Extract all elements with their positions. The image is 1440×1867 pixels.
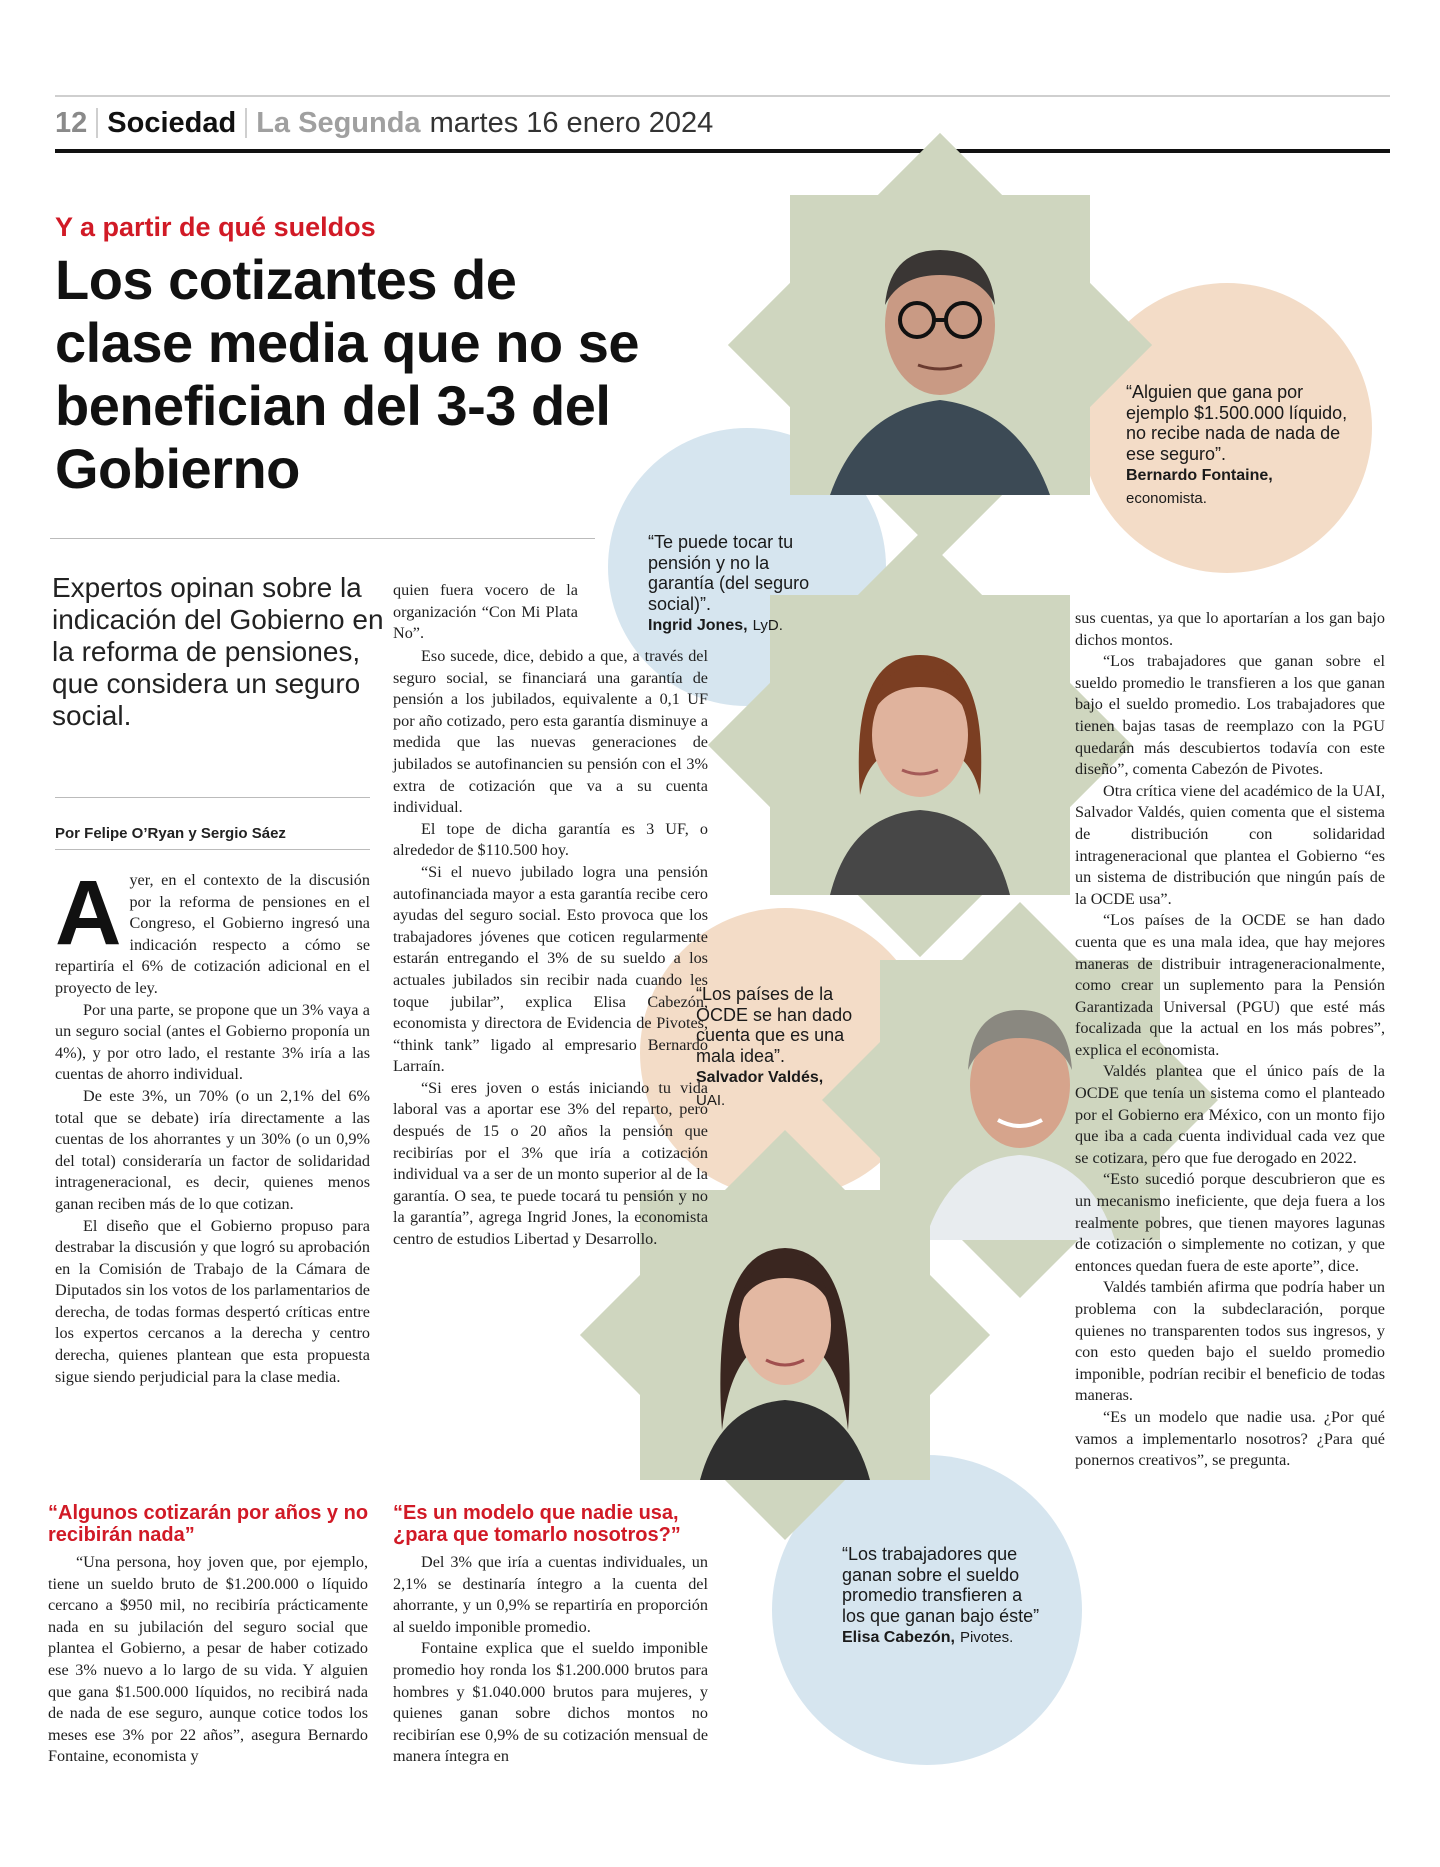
- quote-author: Ingrid Jones,: [648, 617, 748, 634]
- article-subhead: Expertos opinan sobre la indicación del Gobierno en la reforma de pensiones, que considera un seguro social.: [52, 572, 384, 731]
- page-header: [55, 100, 713, 146]
- quote-text: “Te puede tocar tu pensión y no la garantía (del seguro social)”.: [648, 532, 810, 614]
- article-byline: Por Felipe O’Ryan y Sergio Sáez: [55, 825, 286, 842]
- body-paragraph: “Una persona, hoy joven que, por ejemplo, tiene un sueldo bruto de $1.200.000 o líquido cercano a $950 mil, no recibiría prácticamente nada en su jubilación del seguro social que plantea el Gobierno, a pesar de haber cotizado ese 3% nuevo a lo largo de su vida. Y alguien que gana $1.500.000 líquidos, no recibirá nada de nada de ese seguro, aunque cotice todos los meses ese 3% por 22 años”, asegura Bernardo Fontaine, economista y: [48, 1553, 368, 1766]
- paragraph-text: yer, en el contexto de la discusión por la reforma de pensiones en el Congreso, el Gobierno ingresó una indicación respecto a cómo se repartiría el 6% de cotización adicional en el proyecto de ley.: [55, 871, 370, 997]
- headline-rule: [50, 538, 595, 539]
- portrait-jones: [770, 595, 1070, 895]
- body-column-2: [393, 646, 708, 1251]
- quote-affiliation: Pivotes.: [959, 1629, 1014, 1646]
- body-paragraph: El tope de dicha garantía es 3 UF, o alrededor de $110.500 hoy.: [393, 819, 708, 860]
- body-paragraph: “Esto sucedió porque descubrieron que es un mecanismo ineficiente, que deja fuera a los realmente pobres, que tienen mayores lagunas de cotización o simplemente no cotizan, y que entonces quedan fuera de este aporte”, dice.: [1075, 1170, 1385, 1275]
- body-paragraph: Eso sucede, dice, debido a que, a través del seguro social, se financiará una garantía de pensión a los jubilados, equivalente a 0,1 UF por año cotizado, pero esta garantía disminuye a medida que las nuevas generaciones de jubilados se autofinancien su pensión con el 3% extra de cotización que va a su cuenta individual.: [393, 647, 708, 817]
- body-paragraph: De este 3%, un 70% (o un 2,1% del 6% total que se debate) iría directamente a las cuentas de los ahorrantes y un 30% (o un 0,9% del total) consideraría un factor de solidaridad intrageneracional, es decir, quienes menos ganan reciben más de lo que cotizan.: [55, 1086, 370, 1213]
- article-kicker: Y a partir de qué sueldos: [55, 212, 376, 242]
- body-column-2-top: [393, 580, 578, 645]
- header-divider: [245, 108, 247, 138]
- body-paragraph: “Los países de la OCDE se han dado cuenta que es una mala idea, que hay mejores maneras de distribuir intrageneracionalmente, como crear un suplemento para la Pensión Garantizada Universal (PGU) que esté más focalizada que la actual en los más pobres”, explica el economista.: [1075, 911, 1385, 1059]
- quote-affiliation: LyD.: [752, 617, 783, 634]
- byline-rule-bottom: [55, 849, 370, 850]
- body-paragraph: Del 3% que iría a cuentas individuales, un 2,1% se destinaría íntegro a la cuenta del ahorrante, y un 0,9% se repartiría en proporción al sueldo imponible promedio.: [393, 1553, 708, 1636]
- body-column-1-continued: [48, 1552, 368, 1768]
- body-paragraph: quien fuera vocero de la organización “Con Mi Plata No”.: [393, 581, 578, 643]
- pull-quote-cabezon: [842, 1544, 1047, 1649]
- quote-affiliation: economista.: [1126, 489, 1207, 507]
- pull-quote-valdes: [696, 984, 871, 1111]
- pull-quote-fontaine: [1126, 382, 1351, 509]
- body-paragraph: El diseño que el Gobierno propuso para destrabar la discusión y que logró su aprobación en la Comisión de Trabajo de la Cámara de Diputados sin los votos de los parlamentarios de derecha, de todas formas despertó críticas entre los expertos cercanos a la derecha y centro derecha, quienes plantean que esta propuesta sigue siendo perjudicial para la clase media.: [55, 1216, 370, 1386]
- body-column-2-continued: [393, 1552, 708, 1768]
- body-paragraph: “Es un modelo que nadie usa. ¿Por qué vamos a implementarlo nosotros? ¿Para qué ponernos creativos”, se pregunta.: [1075, 1407, 1385, 1470]
- body-paragraph: Por una parte, se propone que un 3% vaya a un seguro social (antes el Gobierno proponía un 4%), y por otro lado, el restante 3% iría a las cuentas de ahorro individual.: [55, 1000, 370, 1084]
- header-divider: [96, 108, 98, 138]
- photo-diamond-fontaine: [728, 133, 1152, 557]
- article-headline: Los cotizantes de clase media que no se benefician del 3-3 del Gobierno: [55, 248, 639, 500]
- quote-text: “Alguien que gana por ejemplo $1.500.000 líquido, no recibe nada de nada de ese seguro”.: [1126, 382, 1348, 464]
- quote-author: Salvador Valdés,: [696, 1069, 824, 1086]
- header-top-rule: [55, 95, 1390, 97]
- body-column-1: [55, 862, 370, 1388]
- body-paragraph: “Si el nuevo jubilado logra una pensión autofinanciada mayor a esta garantía recibe cero ayudas del seguro social. Esto provoca que los trabajadores jóvenes que coticen regularmente estarán entregando el 3% de su sueldo a los actuales jubilados sin recibir nada cuando les toque jubilar”, explica Elisa Cabezón, economista y directora de Evidencia de Pivotes, “think tank” ligado al empresario Bernardo Larraín.: [393, 862, 708, 1076]
- body-paragraph: Valdés también afirma que podría haber un problema con la subdeclaración, porque quienes no transparenten todos sus ingresos, y con esto queden bajo el sueldo promedio imponible, podrían recibir el beneficio de todas maneras.: [1075, 1278, 1385, 1405]
- header-bottom-rule: [55, 149, 1390, 153]
- page-number: 12: [55, 106, 88, 139]
- body-paragraph: sus cuentas, ya que lo aportarían a los gan bajo dichos montos.: [1075, 609, 1385, 649]
- section-name: Sociedad: [107, 106, 237, 139]
- body-paragraph: “Los trabajadores que ganan sobre el sueldo promedio le transfieren a los que ganan bajo el sueldo promedio. Los trabajadores que tienen bajas tasas de reemplazo con la PGU quedarán más descubiertos todavía con este diseño”, comenta Cabezón de Pivotes.: [1075, 652, 1385, 779]
- byline-rule-top: [55, 797, 370, 798]
- body-paragraph: Fontaine explica que el sueldo imponible promedio hoy ronda los $1.200.000 brutos para hombres y $1.040.000 brutos para mujeres, y quienes ganan sobre dichos montos no recibirían ese 0,9% de su cotización mensual de manera íntegra en: [393, 1639, 708, 1766]
- publication-name: La Segunda: [256, 106, 421, 139]
- pull-quote-jones: [648, 532, 838, 637]
- section-subtitle: “Es un modelo que nadie usa, ¿para que tomarlo nosotros?”: [393, 1502, 681, 1546]
- body-paragraph: “Si eres joven o estás iniciando tu vida laboral vas a aportar ese 3% del reparto, pero después de 15 o 20 años la pensión que recibirías por el 3% que iría a cotización individual va a ser de un monto superior al de la garantía. O sea, te puede tocará tu pensión y no la garantía”, agrega Ingrid Jones, la economista centro de estudios Libertad y Desarrollo.: [393, 1078, 708, 1249]
- drop-cap: A: [55, 862, 122, 964]
- section-subtitle: “Algunos cotizarán por años y no recibirán nada”: [48, 1502, 369, 1546]
- body-column-3: [1075, 608, 1385, 1472]
- body-paragraph: Otra crítica viene del académico de la UAI, Salvador Valdés, quien comenta que el sistema de distribución con solidaridad intrageneracional que plantea el Gobierno “es un sistema de distribución que ningún país de la OCDE usa”.: [1075, 781, 1385, 908]
- body-paragraph: [55, 862, 370, 1000]
- quote-author: Elisa Cabezón,: [842, 1629, 955, 1646]
- body-paragraph: Valdés plantea que el único país de la OCDE que tenía un sistema como el planteado por el Gobierno era México, con un monto fijo que iba a cada cuenta individual cada vez que se cotizara, pero que fue derogado en 2022.: [1075, 1062, 1385, 1167]
- portrait-fontaine: [790, 195, 1090, 495]
- quote-affiliation: UAI.: [696, 1091, 726, 1109]
- quote-author: Bernardo Fontaine,: [1126, 467, 1273, 484]
- quote-text: “Los países de la OCDE se han dado cuenta que es una mala idea”.: [696, 984, 853, 1066]
- issue-date: martes 16 enero 2024: [429, 106, 714, 139]
- quote-text: “Los trabajadores que ganan sobre el sueldo promedio transfieren a los que ganan bajo éste”: [842, 1544, 1040, 1626]
